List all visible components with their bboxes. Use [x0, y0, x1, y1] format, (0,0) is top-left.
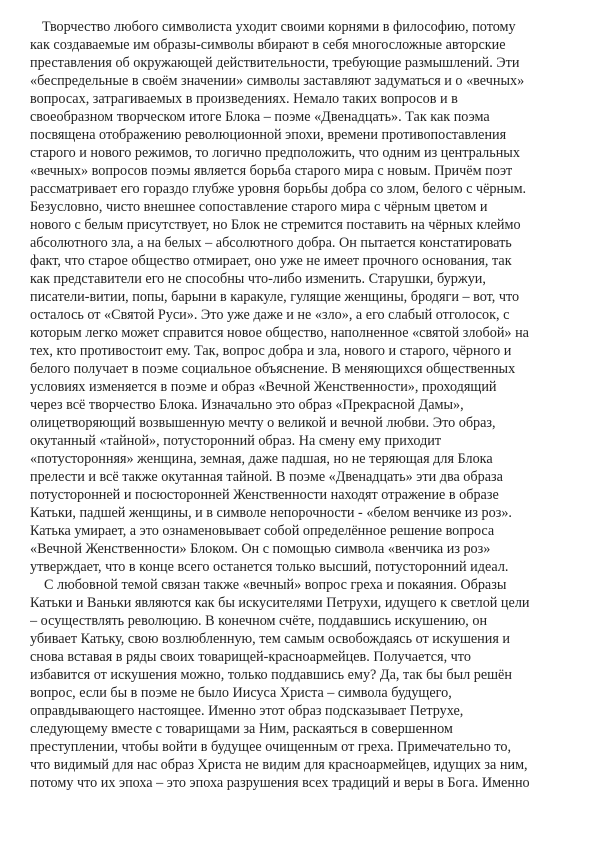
text-line: убивает Катьку, свою возлюбленную, тем самым освобождаясь от искушения и	[30, 631, 511, 647]
text-line: как создаваемые им образы-символы вбирают в себя многосложные авторские	[30, 37, 506, 53]
text-line: прелести и всё также окутанная тайной. В поэме «Двенадцать» эти два образа	[30, 469, 503, 485]
text-line: которым легко может справится новое общество, наполненное «святой злобой» на	[30, 325, 529, 341]
text-line: «беспредельные в своём значении» символы заставляют задуматься и о «вечных»	[30, 73, 525, 89]
text-line: «потусторонняя» женщина, земная, даже падшая, но не теряющая для Блока	[30, 451, 493, 467]
text-line: как представители его не способны что-либо изменить. Старушки, буржуи,	[30, 271, 486, 287]
text-line: писатели-витии, попы, барыни в каракуле, гулящие женщины, бродяги – вот, что	[30, 289, 520, 305]
text-line: потусторонней и посюсторонней Женственности находят отражение в образе	[30, 487, 499, 503]
text-line: С любовной темой связан также «вечный» вопрос греха и покаяния. Образы	[44, 577, 507, 593]
text-line: посвящена отображению революционной эпохи, времени противопоставления	[30, 127, 507, 143]
text-line: следующему вместе с товарищами за Ним, раскаяться в совершенном	[30, 721, 453, 737]
text-line: тех, кто противостоит ему. Так, вопрос добра и зла, нового и старого, чёрного и	[30, 343, 512, 359]
essay-text	[30, 18, 574, 792]
text-line: оправдывающего настоящее. Именно этот образ подсказывает Петрухе,	[30, 703, 464, 719]
text-line: старого и нового режимов, то логично предположить, что одним из центральных	[30, 145, 520, 161]
text-line: белого получает в поэме социальное объяснение. В меняющихся общественных	[30, 361, 516, 377]
text-line: факт, что старое общество отмирает, оно уже не имеет прочного основания, так	[30, 253, 512, 269]
text-line: снова вставая в ряды своих товарищей-красноармейцев. Получается, что	[30, 649, 471, 665]
text-line: Безусловно, чисто внешнее сопоставление старого мира с чёрным цветом и	[30, 199, 488, 215]
text-line: вопросах, затрагиваемых в произведениях. Немало таких вопросов и в	[30, 91, 458, 107]
text-line: преставления об окружающей действительности, требующие размышлений. Эти	[30, 55, 520, 71]
text-line: Катька умирает, а это ознаменовывает собой определённое решение вопроса	[30, 523, 495, 539]
text-line: осталось от «Святой Руси». Это уже даже и не «зло», а его слабый отголосок, с	[30, 307, 510, 323]
text-line: преступлении, чтобы войти в будущее очищенным от греха. Примечательно то,	[30, 739, 511, 755]
text-line: Творчество любого символиста уходит своими корнями в философию, потому	[42, 19, 516, 35]
text-line: «Вечной Женственности» Блоком. Он с помощью символа «венчика из роз»	[30, 541, 491, 557]
text-line: рассматривает его гораздо глубже уровня борьбы добра со злом, белого с чёрным.	[30, 181, 527, 197]
text-line: потому что их эпоха – это эпоха разрушения всех традиций и веры в Бога. Именно	[30, 775, 530, 791]
text-line: через всё творчество Блока. Изначально это образ «Прекрасной Дамы»,	[30, 397, 464, 413]
text-line: – осуществлять революцию. В конечном счёте, поддавшись искушению, он	[30, 613, 488, 629]
text-line: окутанный «тайной», потусторонний образ. На смену ему приходит	[30, 433, 442, 449]
text-line: избавится от искушения можно, только поддавшись ему? Да, так бы был решён	[30, 667, 512, 683]
text-line: своеобразном творческом итоге Блока – поэме «Двенадцать». Так как поэма	[30, 109, 490, 125]
text-line: условиях изменяется в поэме и образ «Вечной Женственности», проходящий	[30, 379, 497, 395]
text-line: нового с белым присутствует, но Блок не стремится поставить на чёрных клеймо	[30, 217, 521, 233]
text-line: вопрос, если бы в поэме не было Иисуса Христа – символа будущего,	[30, 685, 452, 701]
text-line: олицетворяющий возвышенную мечту о великой и вечной любви. Это образ,	[30, 415, 496, 431]
text-line: что видимый для нас образ Христа не видим для красноармейцев, идущих за ним,	[30, 757, 528, 773]
text-line: Катьки и Ваньки являются как бы искусителями Петрухи, идущего к светлой цели	[30, 595, 530, 611]
text-line: «вечных» вопросов поэмы является борьба старого мира с новым. Причём поэт	[30, 163, 513, 179]
text-line: абсолютного зла, а на белых – абсолютного добра. Он пытается констатировать	[30, 235, 512, 251]
text-line: Катьки, падшей женщины, и в символе непорочности - «белом венчике из роз».	[30, 505, 512, 521]
text-line: утверждает, что в конце всего останется только высший, потусторонний идеал.	[30, 559, 509, 575]
